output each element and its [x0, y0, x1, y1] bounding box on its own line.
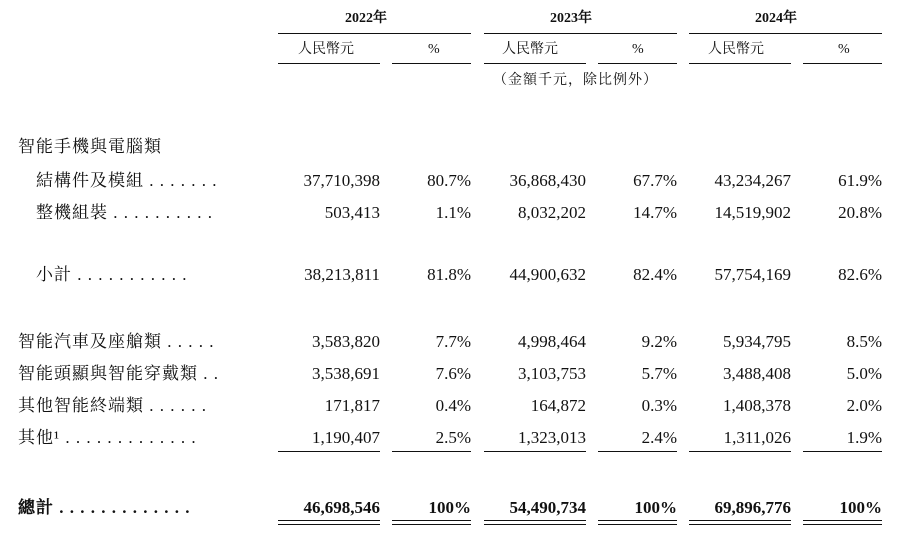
row-label-auto-cockpit: 智能汽車及座艙類 . . . . .: [18, 332, 215, 351]
cell-2022-value: 171,817: [324, 396, 380, 415]
year-2024-header: 2024年: [755, 11, 797, 26]
cell-2024-pct: 100%: [839, 498, 882, 517]
double-rule-2024-value-b: [689, 524, 791, 525]
cell-2024-value: 43,234,267: [714, 171, 791, 190]
cell-2022-value: 46,698,546: [303, 498, 380, 517]
cell-2024-pct: 61.9%: [838, 171, 882, 190]
cell-2022-value: 1,190,407: [312, 428, 380, 447]
double-rule-2024-pct-b: [803, 524, 882, 525]
cell-2022-pct: 81.8%: [427, 265, 471, 284]
row-label-other-terminals: 其他智能終端類 . . . . . .: [18, 396, 207, 415]
units-note: （金額千元，除比例外）: [493, 73, 658, 88]
rule-pct-2022: [392, 63, 471, 64]
rule-pct-2024: [803, 63, 882, 64]
cell-2023-pct: 9.2%: [641, 332, 677, 351]
rule-rmb-2023: [484, 63, 586, 64]
cell-2023-value: 44,900,632: [509, 265, 586, 284]
cell-2022-value: 3,538,691: [312, 364, 380, 383]
cell-2022-value: 3,583,820: [312, 332, 380, 351]
year-2022-rule: [278, 33, 471, 34]
cell-2022-pct: 100%: [428, 498, 471, 517]
section-smart-phone-pc: 智能手機與電腦類: [18, 137, 162, 156]
cell-2024-value: 14,519,902: [714, 203, 791, 222]
rule-sum-2022-pct: [392, 451, 471, 452]
cell-2023-value: 8,032,202: [518, 203, 586, 222]
cell-2024-pct: 8.5%: [846, 332, 882, 351]
cell-2023-pct: 14.7%: [633, 203, 677, 222]
rule-rmb-2022: [278, 63, 380, 64]
cell-2024-value: 57,754,169: [714, 265, 791, 284]
col-rmb-2023: 人民幣元: [502, 42, 558, 57]
rule-sum-2022-value: [278, 451, 380, 452]
cell-2024-pct: 2.0%: [846, 396, 882, 415]
double-rule-2023-value-b: [484, 524, 586, 525]
year-2023-header: 2023年: [550, 11, 592, 26]
double-rule-2024-value-a: [689, 520, 791, 521]
cell-2022-value: 38,213,811: [304, 265, 380, 284]
cell-2023-value: 54,490,734: [509, 498, 586, 517]
col-pct-2024: %: [838, 42, 850, 57]
row-label-others: 其他¹ . . . . . . . . . . . . .: [18, 428, 197, 447]
rule-sum-2024-value: [689, 451, 791, 452]
row-label-total: 總計 . . . . . . . . . . . . .: [18, 498, 191, 517]
double-rule-2023-pct-b: [598, 524, 677, 525]
rule-sum-2023-pct: [598, 451, 677, 452]
col-pct-2022: %: [428, 42, 440, 57]
col-rmb-2024: 人民幣元: [708, 42, 764, 57]
cell-2022-pct: 1.1%: [435, 203, 471, 222]
cell-2024-value: 3,488,408: [723, 364, 791, 383]
cell-2024-pct: 20.8%: [838, 203, 882, 222]
cell-2022-pct: 7.7%: [435, 332, 471, 351]
cell-2024-pct: 82.6%: [838, 265, 882, 284]
cell-2023-value: 164,872: [530, 396, 586, 415]
cell-2022-pct: 80.7%: [427, 171, 471, 190]
cell-2022-value: 37,710,398: [303, 171, 380, 190]
year-2023-rule: [484, 33, 677, 34]
col-pct-2023: %: [632, 42, 644, 57]
cell-2023-value: 36,868,430: [509, 171, 586, 190]
year-2022-header: 2022年: [345, 11, 387, 26]
cell-2024-pct: 5.0%: [846, 364, 882, 383]
cell-2024-value: 5,934,795: [723, 332, 791, 351]
double-rule-2022-pct-b: [392, 524, 471, 525]
cell-2023-value: 3,103,753: [518, 364, 586, 383]
rule-pct-2023: [598, 63, 677, 64]
row-label-subtotal: 小計 . . . . . . . . . . .: [36, 265, 188, 284]
cell-2022-pct: 0.4%: [435, 396, 471, 415]
rule-sum-2023-value: [484, 451, 586, 452]
cell-2024-value: 1,408,378: [723, 396, 791, 415]
cell-2023-pct: 82.4%: [633, 265, 677, 284]
rule-rmb-2024: [689, 63, 791, 64]
cell-2023-value: 4,998,464: [518, 332, 586, 351]
cell-2023-pct: 100%: [634, 498, 677, 517]
cell-2023-pct: 5.7%: [641, 364, 677, 383]
year-2024-rule: [689, 33, 882, 34]
col-rmb-2022: 人民幣元: [298, 42, 354, 57]
rule-sum-2024-pct: [803, 451, 882, 452]
double-rule-2022-pct-a: [392, 520, 471, 521]
cell-2023-pct: 2.4%: [641, 428, 677, 447]
cell-2023-value: 1,323,013: [518, 428, 586, 447]
double-rule-2023-pct-a: [598, 520, 677, 521]
cell-2023-pct: 67.7%: [633, 171, 677, 190]
cell-2024-pct: 1.9%: [846, 428, 882, 447]
row-label-structural: 結構件及模組 . . . . . . .: [36, 171, 218, 190]
cell-2024-value: 1,311,026: [723, 428, 791, 447]
double-rule-2023-value-a: [484, 520, 586, 521]
double-rule-2022-value-a: [278, 520, 380, 521]
cell-2023-pct: 0.3%: [641, 396, 677, 415]
double-rule-2024-pct-a: [803, 520, 882, 521]
double-rule-2022-value-b: [278, 524, 380, 525]
cell-2022-pct: 2.5%: [435, 428, 471, 447]
cell-2022-pct: 7.6%: [435, 364, 471, 383]
row-label-assembly: 整機組裝 . . . . . . . . . .: [36, 203, 213, 222]
cell-2022-value: 503,413: [324, 203, 380, 222]
row-label-headset-wearable: 智能頭顯與智能穿戴類 . .: [18, 364, 219, 383]
cell-2024-value: 69,896,776: [714, 498, 791, 517]
